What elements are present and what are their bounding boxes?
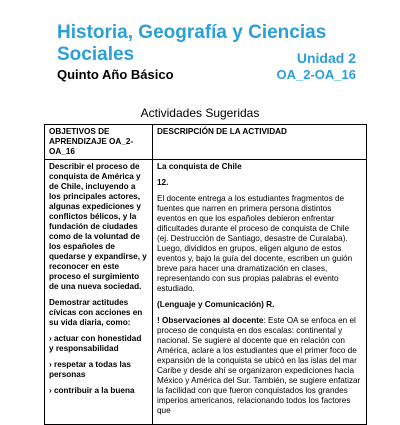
unit-label: Unidad 2 xyxy=(296,50,356,66)
activity-title: La conquista de Chile xyxy=(157,162,242,171)
attitude-item: › contribuir a la buena xyxy=(49,386,135,395)
objectives-cell xyxy=(45,160,153,425)
table-row xyxy=(45,160,367,425)
activities-table xyxy=(44,124,367,425)
description-column-header: DESCRIPCIÓN DE LA ACTIVIDAD xyxy=(153,125,367,160)
description-cell xyxy=(153,160,367,425)
observations-label: ! Observaciones al docente xyxy=(157,316,264,325)
table-header-row xyxy=(45,125,367,160)
subject-integration: (Lenguaje y Comunicación) R. xyxy=(157,300,275,309)
objective-code: OA_2-OA_16 xyxy=(276,67,356,82)
attitude-item: › respetar a todas las personas xyxy=(49,360,131,379)
section-title: Actividades Sugeridas xyxy=(140,106,260,120)
grade-label: Quinto Año Básico xyxy=(57,67,174,82)
objectives-column-header: OBJETIVOS DE APRENDIZAJE OA_2-OA_16 xyxy=(45,125,153,160)
document-title: Historia, Geografía y Ciencias Sociales xyxy=(57,22,327,65)
teacher-observations xyxy=(157,316,362,416)
activity-paragraph: El docente entrega a los estudiantes fragmentos de fuentes que narren en primera persona distintos eventos en que los españoles debieron enfrentar dificultades durante el proceso de conquista de Chile (ej. Destrucción de Santiago, desastre de Curalaba). Luego, divididos en grupos, eligen alguno de estos eventos y, bajo la guía del docente, escriben un guión breve para hacer una dramatización en clases, representando con sus propias palabras el evento estudiado. xyxy=(157,194,353,293)
objective-text: Describir el proceso de conquista de América y de Chile, incluyendo a los principales actores, algunas expediciones y conflictos bélicos, y la fundación de ciudades como de la voluntad de los españoles de quedarse y expandirse, y reconocer en este proceso el surgimiento de una nueva sociedad. xyxy=(49,162,147,291)
activity-number: 12. xyxy=(157,178,169,187)
attitude-item: › actuar con honestidad y responsabilidad xyxy=(49,334,142,353)
observations-text: : Este OA se enfoca en el proceso de conquista en dos escalas: continental y nacional. Se sugiere al docente que en relación con América, aclare a los estudiantes que el primer foco de expansión de la conquista se ubicó en las islas del mar Caribe y desde ahí se organizaron expediciones hacia México y América del Sur. También, se sugiere enfatizar la facilidad con que fueron conquistados los grandes imperios americanos, relacionando todos los factores que xyxy=(157,316,361,415)
attitudes-intro: Demostrar actitudes cívicas con acciones en su vida diaria, como: xyxy=(49,298,143,327)
